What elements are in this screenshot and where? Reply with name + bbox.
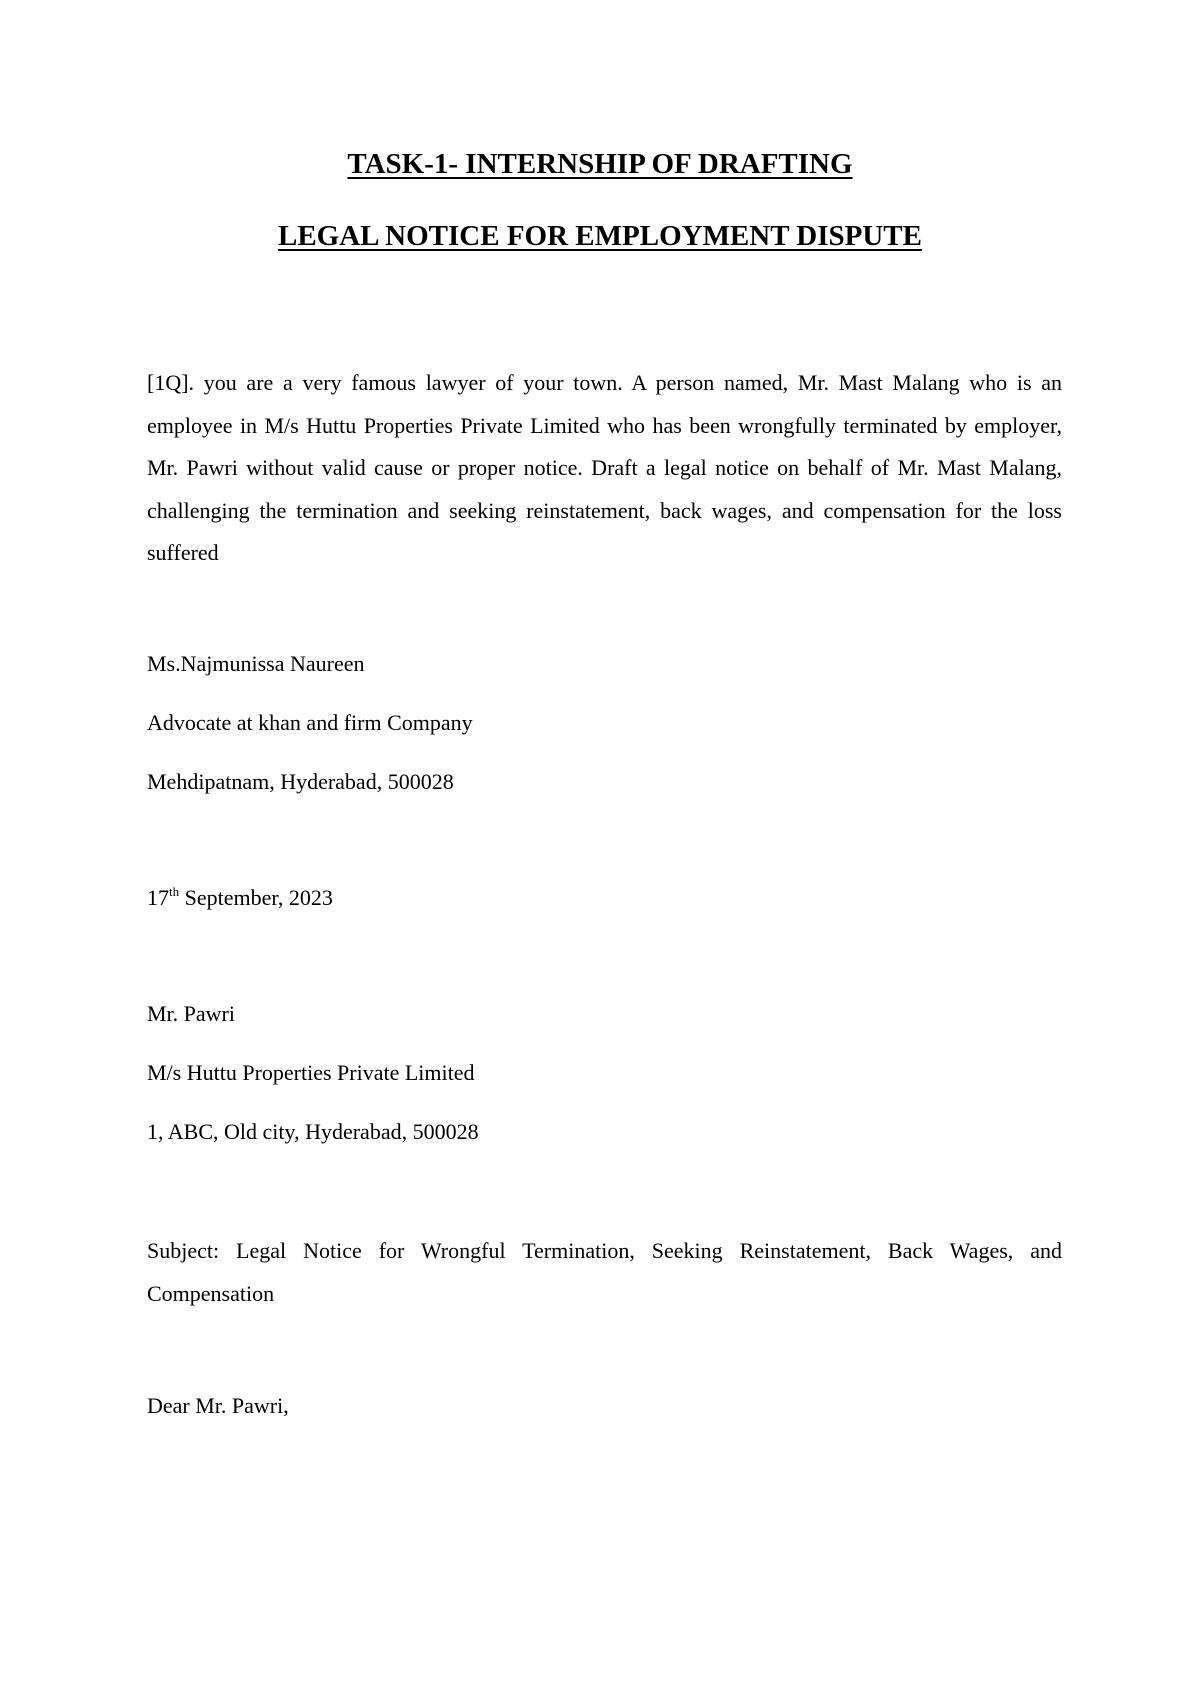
recipient-company: M/s Huttu Properties Private Limited xyxy=(147,1060,475,1085)
question-paragraph: [1Q]. you are a very famous lawyer of your town. A person named, Mr. Mast Malang who is an employee in M/s Huttu Properties Private Limited who has been wrongfully terminated by employer, Mr. Pawri without valid cause or proper notice. Draft a legal notice on behalf of Mr. Mast Malang, challenging the termination and seeking reinstatement, back wages, and compensation for the loss suffered xyxy=(147,370,1062,565)
date-suffix: th xyxy=(169,884,180,899)
sender-designation: Advocate at khan and firm Company xyxy=(147,710,473,735)
recipient-name: Mr. Pawri xyxy=(147,1001,235,1026)
subject-line: Subject: Legal Notice for Wrongful Termination, Seeking Reinstatement, Back Wages, and Compensation xyxy=(147,1238,1062,1306)
notice-date xyxy=(147,884,333,910)
date-month-year: September, 2023 xyxy=(179,885,333,910)
sender-name: Ms.Najmunissa Naureen xyxy=(147,651,365,676)
date-day: 17 xyxy=(147,885,169,910)
recipient-address: 1, ABC, Old city, Hyderabad, 500028 xyxy=(147,1119,479,1144)
salutation: Dear Mr. Pawri, xyxy=(147,1393,289,1418)
task-title: TASK-1- INTERNSHIP OF DRAFTING xyxy=(347,148,853,180)
sender-address: Mehdipatnam, Hyderabad, 500028 xyxy=(147,769,454,794)
notice-title: LEGAL NOTICE FOR EMPLOYMENT DISPUTE xyxy=(277,220,922,252)
